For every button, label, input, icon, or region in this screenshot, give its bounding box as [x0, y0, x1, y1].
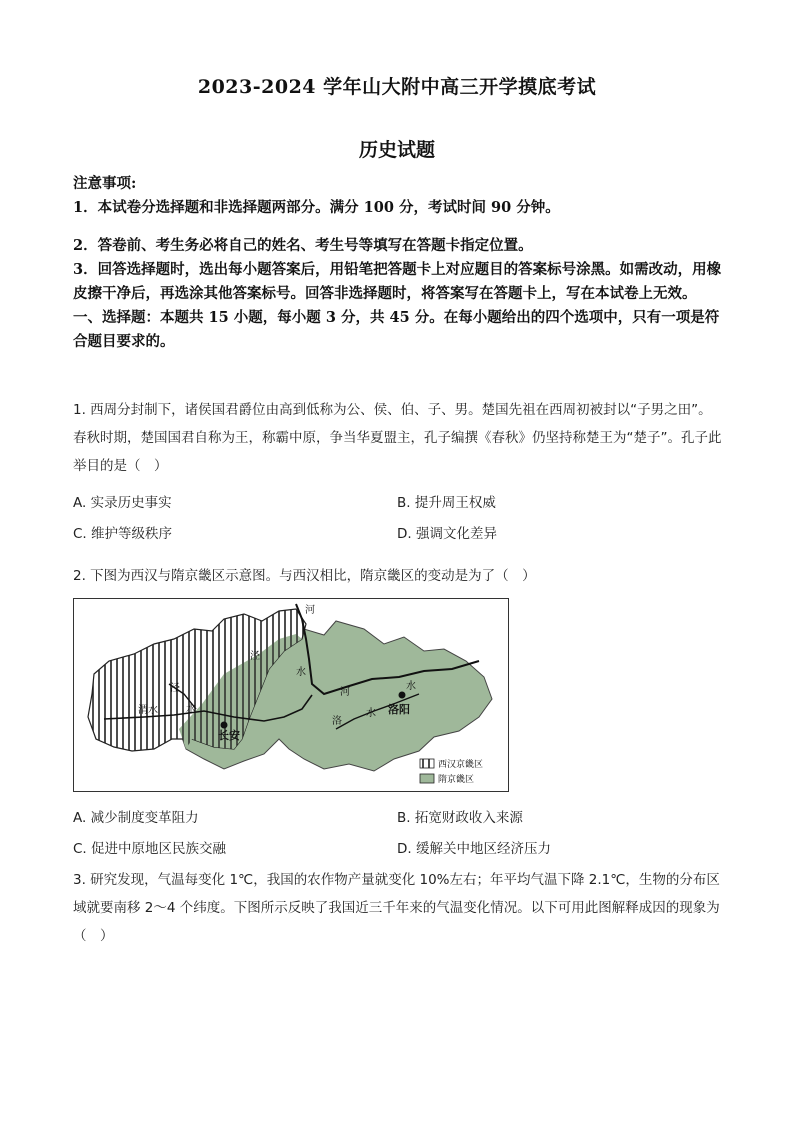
- option-c[interactable]: C. 维护等级秩序: [73, 526, 173, 542]
- instruction-item: 2．答卷前、考生务必将自己的姓名、考生号等填写在答题卡指定位置。: [73, 237, 533, 254]
- option-b[interactable]: B. 提升周王权威: [397, 495, 496, 511]
- map-label: 河: [305, 605, 315, 616]
- city-label: 洛阳: [388, 703, 410, 716]
- map-figure: [74, 599, 508, 791]
- page-subtitle: 历史试题: [358, 139, 435, 161]
- capital-region-map: [73, 598, 509, 792]
- option-d[interactable]: D. 缓解关中地区经济压力: [397, 841, 551, 857]
- option-a[interactable]: A. 减少制度变革阻力: [73, 810, 199, 826]
- question-2: [73, 562, 725, 590]
- question-stem: 1. 西周分封制下，诸侯国君爵位由高到低称为公、侯、伯、子、男。楚国先祖在西周初被封以“子男之田”。春秋时期，楚国国君自称为王，称霸中原，争当华夏盟主，孔子编撰《春秋》仍坚持称楚王为“楚子”。孔子此举目的是（ ）: [73, 402, 722, 474]
- option-c[interactable]: C. 促进中原地区民族交融: [73, 841, 227, 857]
- option-a[interactable]: A. 实录历史事实: [73, 495, 172, 511]
- question-1: [73, 396, 725, 480]
- page-title: 2023-2024 学年山大附中高三开学摸底考试: [197, 76, 597, 98]
- option-b[interactable]: B. 拓宽财政收入来源: [397, 810, 523, 826]
- instruction-item: 3．回答选择题时，选出每小题答案后，用铅笔把答题卡上对应题目的答案标号涂黑。如需改动，用橡皮擦干净后，再选涂其他答案标号。回答非选择题时，将答案写在答题卡上，写在本试卷上无效。: [73, 261, 722, 302]
- instructions: [73, 172, 723, 354]
- question-3: [73, 866, 725, 950]
- changan-marker: [221, 722, 228, 729]
- map-label: 水: [186, 704, 196, 715]
- map-label: 水: [366, 708, 376, 719]
- map-label: 渭水: [138, 705, 158, 716]
- question-stem: 3. 研究发现，气温每变化 1℃，我国的农作物产量就变化 10%左右；年平均气温下降 2.1℃，生物的分布区域就要南移 2～4 个纬度。下图所示反映了我国近三千年来的气温变化情况。以下可用此图解释成因的现象为（ ）: [73, 872, 720, 944]
- luoyang-marker: [399, 692, 406, 699]
- map-label: 洛: [332, 716, 342, 727]
- question-stem: 2. 下图为西汉与隋京畿区示意图。与西汉相比，隋京畿区的变动是为了（ ）: [73, 568, 536, 584]
- map-legend: [420, 758, 483, 785]
- map-label: 水: [296, 667, 306, 678]
- option-d[interactable]: D. 强调文化差异: [397, 526, 497, 542]
- city-label: 长安: [218, 729, 240, 742]
- map-label: 河: [340, 687, 350, 698]
- legend-xihan: 西汉京畿区: [438, 760, 484, 770]
- instruction-item: 1．本试卷分选择题和非选择题两部分。满分 100 分，考试时间 90 分钟。: [73, 199, 560, 216]
- map-label: 泾: [250, 651, 260, 662]
- section-heading: 一、选择题：本题共 15 小题，每小题 3 分，共 45 分。在每小题给出的四个选项中，只有一项是符合题目要求的。: [73, 309, 720, 350]
- instructions-heading: 注意事项:: [73, 175, 137, 192]
- legend-sui: 隋京畿区: [438, 775, 475, 785]
- map-label: 泾: [170, 683, 180, 694]
- map-label: 水: [406, 681, 416, 692]
